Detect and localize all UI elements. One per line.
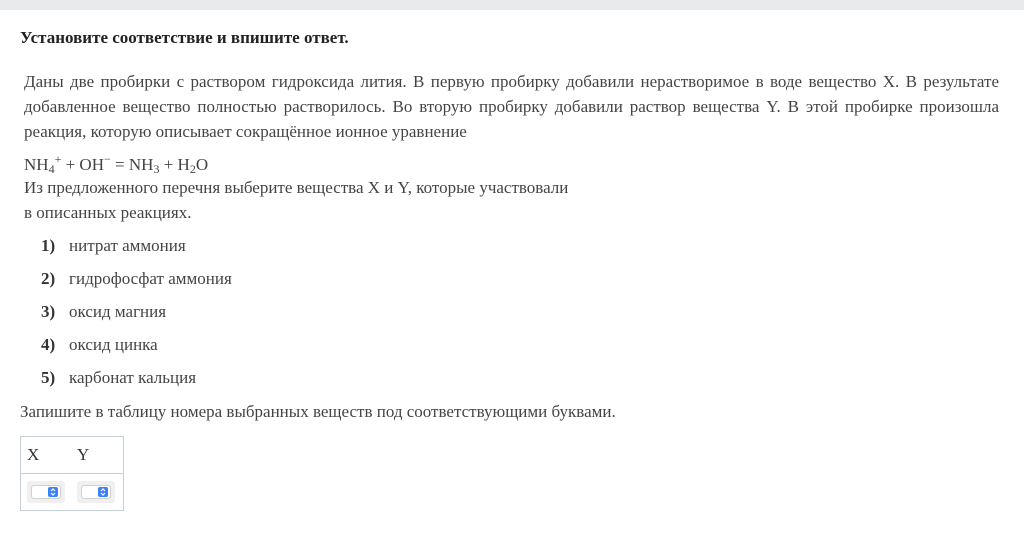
answer-table-inputs	[21, 474, 123, 510]
options-list	[41, 236, 232, 401]
equation-part: NH	[24, 155, 49, 174]
task-title: Установите соответствие и впишите ответ.	[20, 28, 349, 47]
option-number: 1)	[41, 236, 56, 255]
question-line: в описанных реакциях.	[24, 203, 192, 222]
question-text	[24, 175, 624, 225]
select-x[interactable]	[27, 481, 65, 503]
select-y-field[interactable]	[81, 485, 111, 499]
option-text: оксид цинка	[69, 335, 158, 354]
equation-subscript: 4	[48, 162, 55, 176]
select-x-field[interactable]	[31, 485, 61, 499]
answer-table	[20, 436, 124, 511]
column-label-y: Y	[77, 445, 90, 464]
answer-instruction: Запишите в таблицу номера выбранных веществ под соответствующими буквами.	[20, 402, 616, 421]
equation-part: + OH	[61, 155, 104, 174]
option-text: нитрат аммония	[69, 236, 186, 255]
task-paragraph: Даны две пробирки с раствором гидроксида лития. В первую пробирку добавили нерастворимое в воде вещество X. В результате добавленное вещество полностью растворилось. Во вторую пробирку добавили раствор вещества Y. В этой пробирке произошла реакция, которую описывает сокращённое ионное уравнение	[24, 72, 999, 141]
option-number: 5)	[41, 368, 56, 387]
option-text: карбонат кальция	[69, 368, 197, 387]
equation-part: O	[195, 155, 209, 174]
answer-table-header	[21, 437, 123, 474]
select-arrows-icon[interactable]	[98, 487, 108, 497]
column-label-x: X	[27, 445, 40, 464]
select-y[interactable]	[77, 481, 115, 503]
equation-superscript: −	[104, 152, 111, 166]
option-item	[41, 368, 232, 401]
option-item	[41, 302, 232, 335]
option-item	[41, 269, 232, 302]
option-text: гидрофосфат аммония	[69, 269, 232, 288]
equation-superscript: +	[54, 152, 62, 166]
question-line: Из предложенного перечня выберите вещества X и Y, которые участвовали	[24, 178, 569, 197]
equation-part: = NH	[110, 155, 154, 174]
equation-subscript: 3	[153, 162, 160, 176]
option-item	[41, 236, 232, 269]
select-arrows-icon[interactable]	[48, 487, 58, 497]
equation-subscript: 2	[189, 162, 196, 176]
option-number: 4)	[41, 335, 56, 354]
top-bar	[0, 0, 1024, 10]
equation-part: + H	[159, 155, 190, 174]
option-number: 3)	[41, 302, 56, 321]
option-number: 2)	[41, 269, 56, 288]
option-text: оксид магния	[69, 302, 167, 321]
option-item	[41, 335, 232, 368]
